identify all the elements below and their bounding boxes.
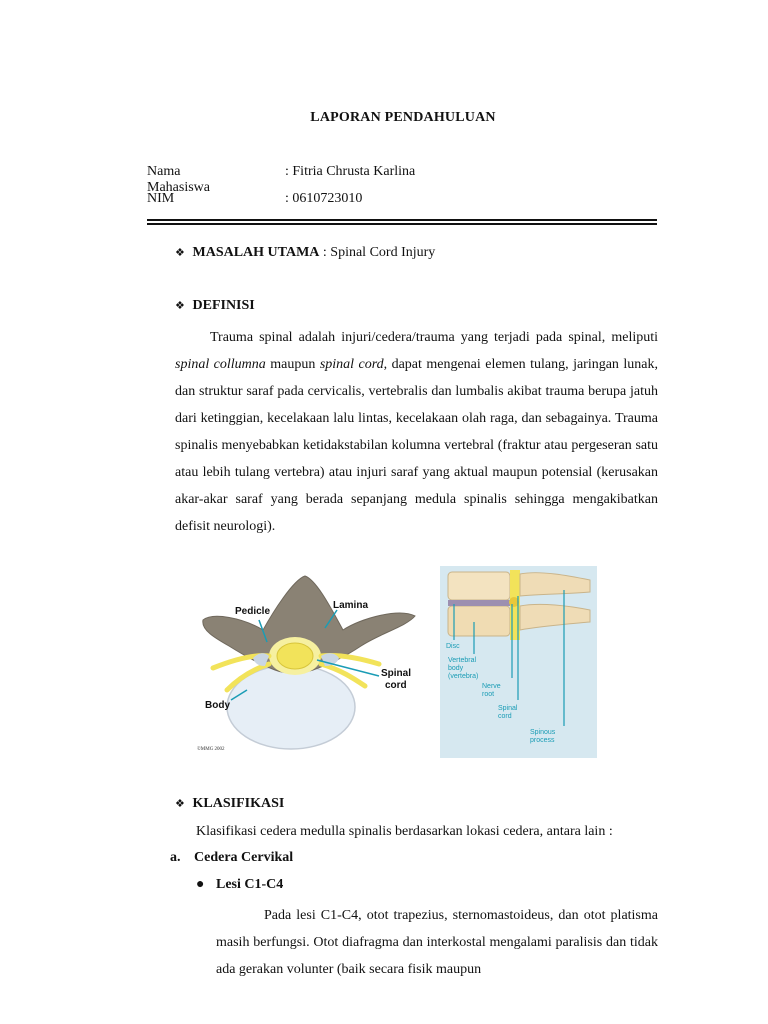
bullet-icon: ●: [196, 877, 205, 892]
diamond-bullet-icon: ❖: [175, 798, 185, 810]
label-nerve: Nerve: [482, 683, 501, 690]
paragraph-italic: spinal collumna: [175, 357, 266, 372]
label-body: Body: [205, 700, 230, 711]
subsection-cedera-cervikal: [170, 850, 293, 866]
paragraph-italic: spinal cord: [319, 357, 384, 372]
section-klasifikasi: [175, 796, 284, 812]
document-title: LAPORAN PENDAHULUAN: [310, 110, 496, 125]
spine-sagittal-figure: [440, 566, 597, 758]
paragraph-text: maupun: [265, 357, 320, 372]
label-disc: Disc: [446, 643, 460, 650]
label-pedicle: Pedicle: [235, 606, 271, 617]
label-spinal: Spinal: [498, 705, 518, 712]
label-spinal: Spinal: [381, 668, 412, 679]
label-cord: cord: [385, 680, 407, 691]
diamond-bullet-icon: ❖: [175, 300, 185, 312]
label-process: process: [530, 737, 555, 744]
header-rule-top: [147, 219, 657, 221]
info-label: Nama Mahasiswa: [147, 164, 210, 195]
label-body: body: [448, 665, 464, 672]
info-value: : 0610723010: [285, 191, 363, 206]
item-lesi-c1-c4: [196, 877, 283, 893]
subsection-label: a.: [170, 850, 181, 865]
header-rule-bottom: [147, 223, 657, 225]
lesi-paragraph: Pada lesi C1-C4, otot trapezius, sternomastoideus, dan otot platisma masih berfungsi. Otot diafragma dan interkostal mengalami paralisis dan tidak ada gerakan volunter (baik secara fisik maupun: [216, 908, 658, 977]
label-vertebral: Vertebral: [448, 657, 477, 664]
info-value: : Fitria Chrusta Karlina: [285, 164, 416, 179]
label-spinous: Spinous: [530, 729, 556, 736]
paragraph-text: Trauma spinal adalah injuri/cedera/trauma yang terjadi pada spinal, meliputi: [210, 330, 658, 345]
item-title: Lesi C1-C4: [216, 877, 284, 892]
section-text: : Spinal Cord Injury: [319, 245, 436, 260]
definisi-paragraph: [175, 324, 658, 540]
section-masalah-utama: [175, 245, 435, 261]
section-heading: MASALAH UTAMA: [192, 245, 320, 260]
vertebra-cross-section-figure: [193, 572, 425, 762]
paragraph-text: , dapat mengenai elemen tulang, jaringan lunak, dan struktur saraf pada cervicalis, vertebralis dan lumbalis akibat trauma berupa jatuh dari ketinggian, kecelakaan lalu lintas, kecelakaan olah raga, dan sebagainya. Trauma spinalis menyebabkan ketidakstabilan kolumna vertebral (fraktur atau pergeseran satu atau lebih tulang vertebra) atau injuri saraf yang aktual maupun potensial (kerusakan akar-akar saraf yang berada sepanjang medula spinalis sehingga mengakibatkan defisit neurologi).: [175, 357, 658, 534]
info-label: NIM: [147, 191, 175, 206]
section-heading: DEFINISI: [192, 298, 255, 313]
disc-shape: [448, 600, 510, 606]
spinal-cord-shape: [277, 643, 313, 669]
label-root: root: [482, 691, 495, 698]
section-definisi: [175, 298, 255, 314]
figure-credit: ©MMG 2002: [197, 747, 225, 752]
label-cord: cord: [498, 713, 512, 720]
vertebra-shape: [448, 606, 510, 636]
label-vertebra: (vertebra): [448, 673, 479, 680]
vertebra-shape: [448, 572, 510, 600]
section-heading: KLASIFIKASI: [192, 796, 285, 811]
klasifikasi-intro: Klasifikasi cedera medulla spinalis berdasarkan lokasi cedera, antara lain :: [196, 824, 613, 839]
diamond-bullet-icon: ❖: [175, 247, 185, 259]
subsection-title: Cedera Cervikal: [194, 850, 294, 865]
label-lamina: Lamina: [333, 600, 369, 611]
